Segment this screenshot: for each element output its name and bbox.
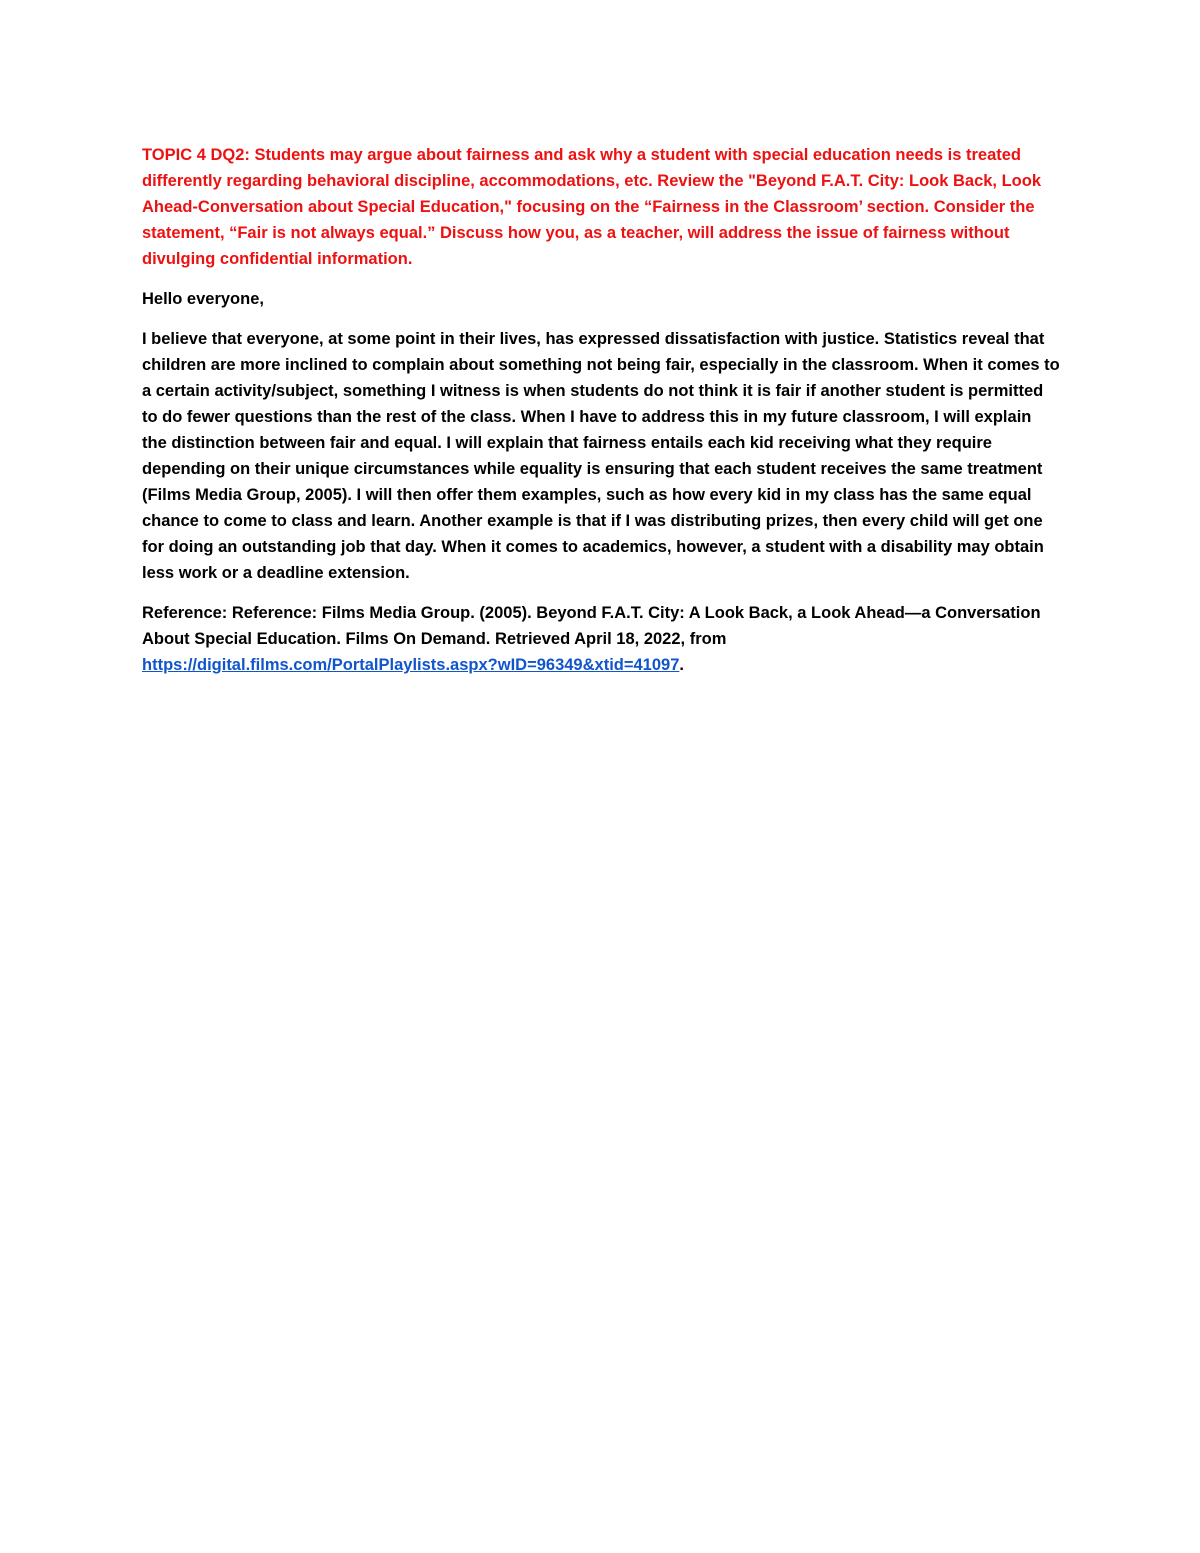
- reference-link[interactable]: https://digital.films.com/PortalPlaylists.aspx?wID=96349&xtid=41097: [142, 656, 680, 674]
- body-paragraph: I believe that everyone, at some point in their lives, has expressed dissatisfaction with justice. Statistics reveal that children are more inclined to complain about something not being fair, especially in the classroom. When it comes to a certain activity/subject, something I witness is when students do not think it is fair if another student is permitted to do fewer questions than the rest of the class. When I have to address this in my future classroom, I will explain the distinction between fair and equal. I will explain that fairness entails each kid receiving what they require depending on their unique circumstances while equality is ensuring that each student receives the same treatment (Films Media Group, 2005). I will then offer them examples, such as how every kid in my class has the same equal chance to come to class and learn. Another example is that if I was distributing prizes, then every child will get one for doing an outstanding job that day. When it comes to academics, however, a student with a disability may obtain less work or a deadline extension.: [142, 330, 1060, 582]
- reference-end: .: [679, 656, 684, 674]
- document-content: [142, 142, 1060, 692]
- reference-text: Reference: Reference: Films Media Group. (2005). Beyond F.A.T. City: A Look Back, a Look Ahead—a Conversation About Special Education. Films On Demand. Retrieved April 18, 2022, from: [142, 604, 1041, 648]
- greeting: Hello everyone,: [142, 290, 264, 308]
- reference-paragraph: [142, 600, 1060, 678]
- topic-prompt: TOPIC 4 DQ2: Students may argue about fairness and ask why a student with special education needs is treated differently regarding behavioral discipline, accommodations, etc. Review the "Beyond F.A.T. City: Look Back, Look Ahead-Conversation about Special Education," focusing on the “Fairness in the Classroom’ section. Consider the statement, “Fair is not always equal.” Discuss how you, as a teacher, will address the issue of fairness without divulging confidential information.: [142, 146, 1042, 268]
